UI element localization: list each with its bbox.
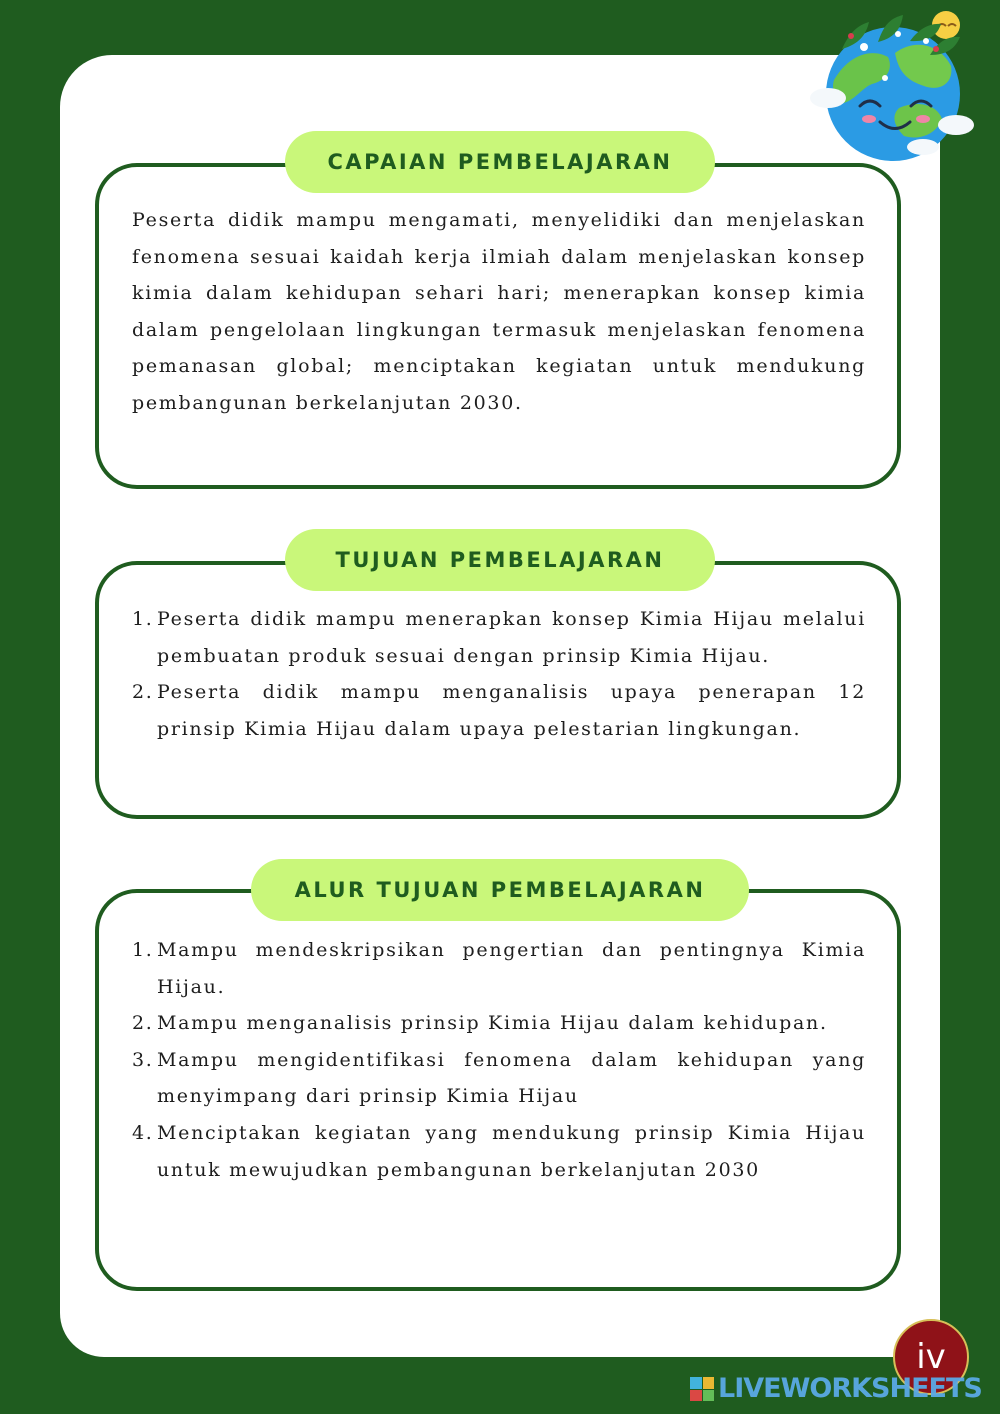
alur-list-text: Mampu menganalisis prinsip Kimia Hijau dalam kehidupan. <box>157 1012 828 1035</box>
tujuan-list-item <box>132 601 866 674</box>
watermark-text: LIVEWORKSHEETS <box>718 1373 982 1404</box>
alur-list-item <box>132 932 866 1005</box>
tujuan-list <box>132 601 866 747</box>
tujuan-list-text: Peserta didik mampu menganalisis upaya penerapan 12 prinsip Kimia Hijau dalam upaya pelestarian lingkungan. <box>157 681 866 740</box>
alur-list-number: 3. <box>132 1048 154 1071</box>
alur-list-text: Mampu mendeskripsikan pengertian dan pentingnya Kimia Hijau. <box>157 939 866 998</box>
alur-list-number: 4. <box>132 1121 154 1144</box>
liveworksheets-logo-icon <box>690 1377 714 1401</box>
alur-list-item <box>132 1042 866 1115</box>
alur-list-item <box>132 1115 866 1188</box>
alur-section-title: ALUR TUJUAN PEMBELAJARAN <box>251 859 749 921</box>
capaian-section-title: CAPAIAN PEMBELAJARAN <box>285 131 715 193</box>
capaian-body-text: Peserta didik mampu mengamati, menyelidiki dan menjelaskan fenomena sesuai kaidah kerja ilmiah dalam menjelaskan konsep kimia dalam kehidupan sehari hari; menerapkan konsep kimia dalam pengelolaan lingkungan termasuk menjelaskan fenomena pemanasan global; menciptakan kegiatan untuk mendukung pembangunan berkelanjutan 2030. <box>132 209 866 414</box>
tujuan-list-number: 1. <box>132 608 154 630</box>
tujuan-list-text: Peserta didik mampu menerapkan konsep Kimia Hijau melalui pembuatan produk sesuai dengan prinsip Kimia Hijau. <box>157 608 866 667</box>
alur-list-number: 2. <box>132 1012 154 1035</box>
alur-list-number: 1. <box>132 939 154 961</box>
tujuan-list-item <box>132 674 866 747</box>
smiling-earth-icon <box>800 8 985 168</box>
tujuan-section-title: TUJUAN PEMBELAJARAN <box>285 529 715 591</box>
alur-list <box>132 932 866 1188</box>
liveworksheets-watermark[interactable] <box>690 1374 992 1404</box>
alur-list-text: Mampu mengidentifikasi fenomena dalam kehidupan yang menyimpang dari prinsip Kimia Hijau <box>157 1048 866 1108</box>
page-number-badge: iv <box>893 1319 969 1395</box>
tujuan-list-number: 2. <box>132 681 154 704</box>
alur-list-item <box>132 1005 866 1042</box>
alur-list-text: Menciptakan kegiatan yang mendukung prinsip Kimia Hijau untuk mewujudkan pembangunan berkelanjutan 2030 <box>157 1121 866 1181</box>
